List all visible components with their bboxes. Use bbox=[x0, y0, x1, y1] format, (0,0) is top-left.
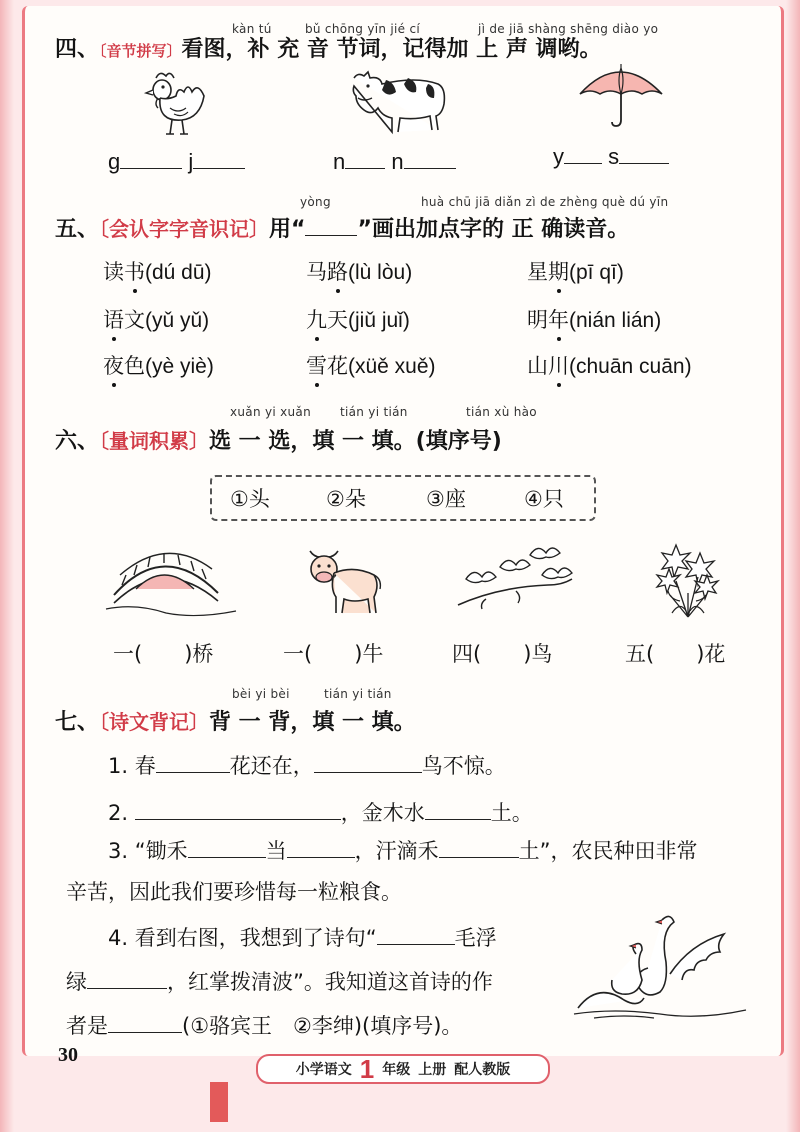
reading-word-part: 书 bbox=[124, 256, 145, 286]
reading-word-part: 山 bbox=[527, 354, 548, 378]
birds-icon bbox=[456, 545, 576, 613]
flowers-icon bbox=[652, 541, 724, 617]
reading-options: (yè yiè) bbox=[145, 355, 214, 378]
answer-3-prefix: y s bbox=[553, 141, 669, 170]
reading-word-part: 夜 bbox=[103, 350, 124, 380]
section4-heading bbox=[55, 32, 602, 63]
reading-word-part: 期 bbox=[548, 256, 569, 286]
poem-q2-blank-2[interactable] bbox=[425, 798, 491, 820]
footer-subject: 小学语文 bbox=[295, 1062, 352, 1078]
poem-q1: 1. 春 花还在， 鸟不惊。 bbox=[108, 750, 506, 780]
reading-choice[interactable] bbox=[306, 256, 412, 286]
reading-options: (xüě xuě) bbox=[348, 355, 436, 378]
bookmark-ribbon bbox=[210, 1082, 228, 1122]
reading-options: (lù lòu) bbox=[348, 261, 413, 284]
poem-q3-line2: 辛苦，因此我们要珍惜每一粒粮食。 bbox=[66, 880, 402, 904]
umbrella-icon bbox=[578, 64, 664, 128]
reading-word-part: 九 bbox=[306, 304, 327, 334]
poem-q4-blank-2[interactable] bbox=[87, 967, 167, 989]
birds-blank[interactable]: 四( )鸟 bbox=[452, 642, 553, 666]
poem-q1-blank-1[interactable] bbox=[156, 751, 230, 773]
poem-q3: 3. “锄禾 当 ，汗滴禾 土”，农民种田非常 bbox=[108, 835, 697, 865]
reading-word-part: 星 bbox=[527, 260, 548, 284]
section4-instruction: 看图，补 充 音 节词，记得加 上 声 调哟。 bbox=[181, 37, 602, 62]
reading-options: (yǔ yǔ) bbox=[145, 309, 210, 332]
section7-heading: 七、〔诗文背记〕背 一 背，填 一 填。 bbox=[55, 710, 416, 735]
reading-options: (pī qī) bbox=[569, 261, 624, 284]
reading-options: (chuān cuān) bbox=[569, 355, 692, 378]
section4-tag: 〔音节拼写〕 bbox=[99, 42, 182, 60]
reading-word-part: 花 bbox=[327, 354, 348, 378]
option-4: ④只 bbox=[524, 487, 564, 511]
poem-q4-blank-3[interactable] bbox=[108, 1011, 182, 1033]
option-2: ②朵 bbox=[326, 487, 366, 511]
pinyin-bei: bèi yi bèi bbox=[232, 687, 290, 701]
pinyin-kantu: kàn tú bbox=[232, 22, 272, 36]
pinyin-xuan: xuǎn yi xuǎn bbox=[230, 405, 311, 419]
reading-word-part: 文 bbox=[124, 308, 145, 332]
poem-q2: 2. ，金木水 土。 bbox=[108, 797, 533, 827]
section5-tag: 〔会认字字音识记〕 bbox=[99, 217, 270, 241]
poem-q4-line3: 者是 (①骆宾王 ②李绅)(填序号)。 bbox=[66, 1010, 462, 1040]
reading-word-part: 读 bbox=[103, 260, 124, 284]
section7-tag: 〔诗文背记〕 bbox=[99, 710, 210, 734]
poem-q3-blank-3[interactable] bbox=[439, 836, 519, 858]
reading-word-part: 色 bbox=[124, 354, 145, 378]
pinyin-jide: jì de jiā shàng shēng diào yo bbox=[478, 22, 659, 36]
bridge-icon bbox=[106, 545, 236, 617]
poem-q1-blank-2[interactable] bbox=[314, 751, 422, 773]
ox-blank[interactable]: 一( )牛 bbox=[283, 642, 384, 666]
poem-q4-blank-1[interactable] bbox=[377, 923, 455, 945]
pinyin-buchong: bǔ chōng yīn jié cí bbox=[305, 22, 420, 36]
reading-choice[interactable] bbox=[306, 304, 410, 334]
rooster-icon bbox=[138, 68, 212, 138]
reading-word-part: 马 bbox=[306, 260, 327, 284]
footer-banner bbox=[256, 1054, 550, 1084]
flowers-blank[interactable]: 五( )花 bbox=[625, 642, 726, 666]
reading-choice[interactable] bbox=[103, 304, 209, 334]
reading-word-part: 路 bbox=[327, 256, 348, 286]
reading-word-part: 年 bbox=[548, 304, 569, 334]
option-1: ①头 bbox=[230, 487, 270, 511]
poem-q3-blank-1[interactable] bbox=[188, 836, 266, 858]
reading-choice[interactable] bbox=[103, 256, 212, 286]
poem-q4: 4. 看到右图，我想到了诗句“ 毛浮 bbox=[108, 922, 497, 952]
section6-tag: 〔量词积累〕 bbox=[99, 429, 210, 453]
reading-options: (nián lián) bbox=[569, 309, 662, 332]
reading-choice[interactable] bbox=[527, 350, 692, 380]
reading-choice[interactable] bbox=[103, 350, 214, 380]
footer-grade-number: 1 bbox=[359, 1054, 375, 1084]
page-number: 30 bbox=[58, 1044, 78, 1066]
reading-options: (jiǔ juǐ) bbox=[348, 309, 410, 332]
reading-word-part: 川 bbox=[548, 350, 569, 380]
pinyin-tian2: tián yi tián bbox=[324, 687, 392, 701]
footer-term: 上册 bbox=[418, 1062, 447, 1078]
reading-choice[interactable] bbox=[527, 256, 624, 286]
reading-word-part: 语 bbox=[103, 304, 124, 334]
poem-q2-blank-1[interactable] bbox=[135, 798, 341, 820]
poem-q3-blank-2[interactable] bbox=[287, 836, 355, 858]
answer-1-prefix: g j bbox=[108, 146, 245, 175]
pinyin-huachu: huà chū jiā diǎn zì de zhèng què dú yīn bbox=[421, 195, 669, 209]
reading-word-part: 天 bbox=[327, 308, 348, 332]
ox-icon bbox=[304, 545, 384, 617]
geese-icon bbox=[574, 908, 746, 1020]
reading-choice[interactable] bbox=[527, 304, 661, 334]
footer-grade: 年级 bbox=[382, 1062, 411, 1078]
reading-options: (dú dū) bbox=[145, 261, 212, 284]
cow-icon bbox=[350, 66, 450, 132]
pinyin-yong: yòng bbox=[300, 195, 331, 209]
pinyin-tian: tián yi tián bbox=[340, 405, 408, 419]
reading-word-part: 明 bbox=[527, 308, 548, 332]
bridge-blank[interactable]: 一( )桥 bbox=[113, 642, 214, 666]
section4-number: 四、 bbox=[55, 37, 100, 62]
footer-edition: 配人教版 bbox=[454, 1062, 511, 1078]
reading-choice[interactable] bbox=[306, 350, 436, 380]
answer-2-prefix: n n bbox=[333, 146, 456, 175]
reading-word-part: 雪 bbox=[306, 350, 327, 380]
section5-heading: 五、〔会认字字音识记〕用“ ”画出加点字的 正 确读音。 bbox=[55, 212, 629, 243]
poem-q4-line2: 绿 ，红掌拨清波”。我知道这首诗的作 bbox=[66, 966, 493, 996]
option-3: ③座 bbox=[426, 487, 466, 511]
section6-heading: 六、〔量词积累〕选 一 选，填 一 填。(填序号) bbox=[55, 429, 502, 454]
pinyin-tianxuhao: tián xù hào bbox=[466, 405, 537, 419]
